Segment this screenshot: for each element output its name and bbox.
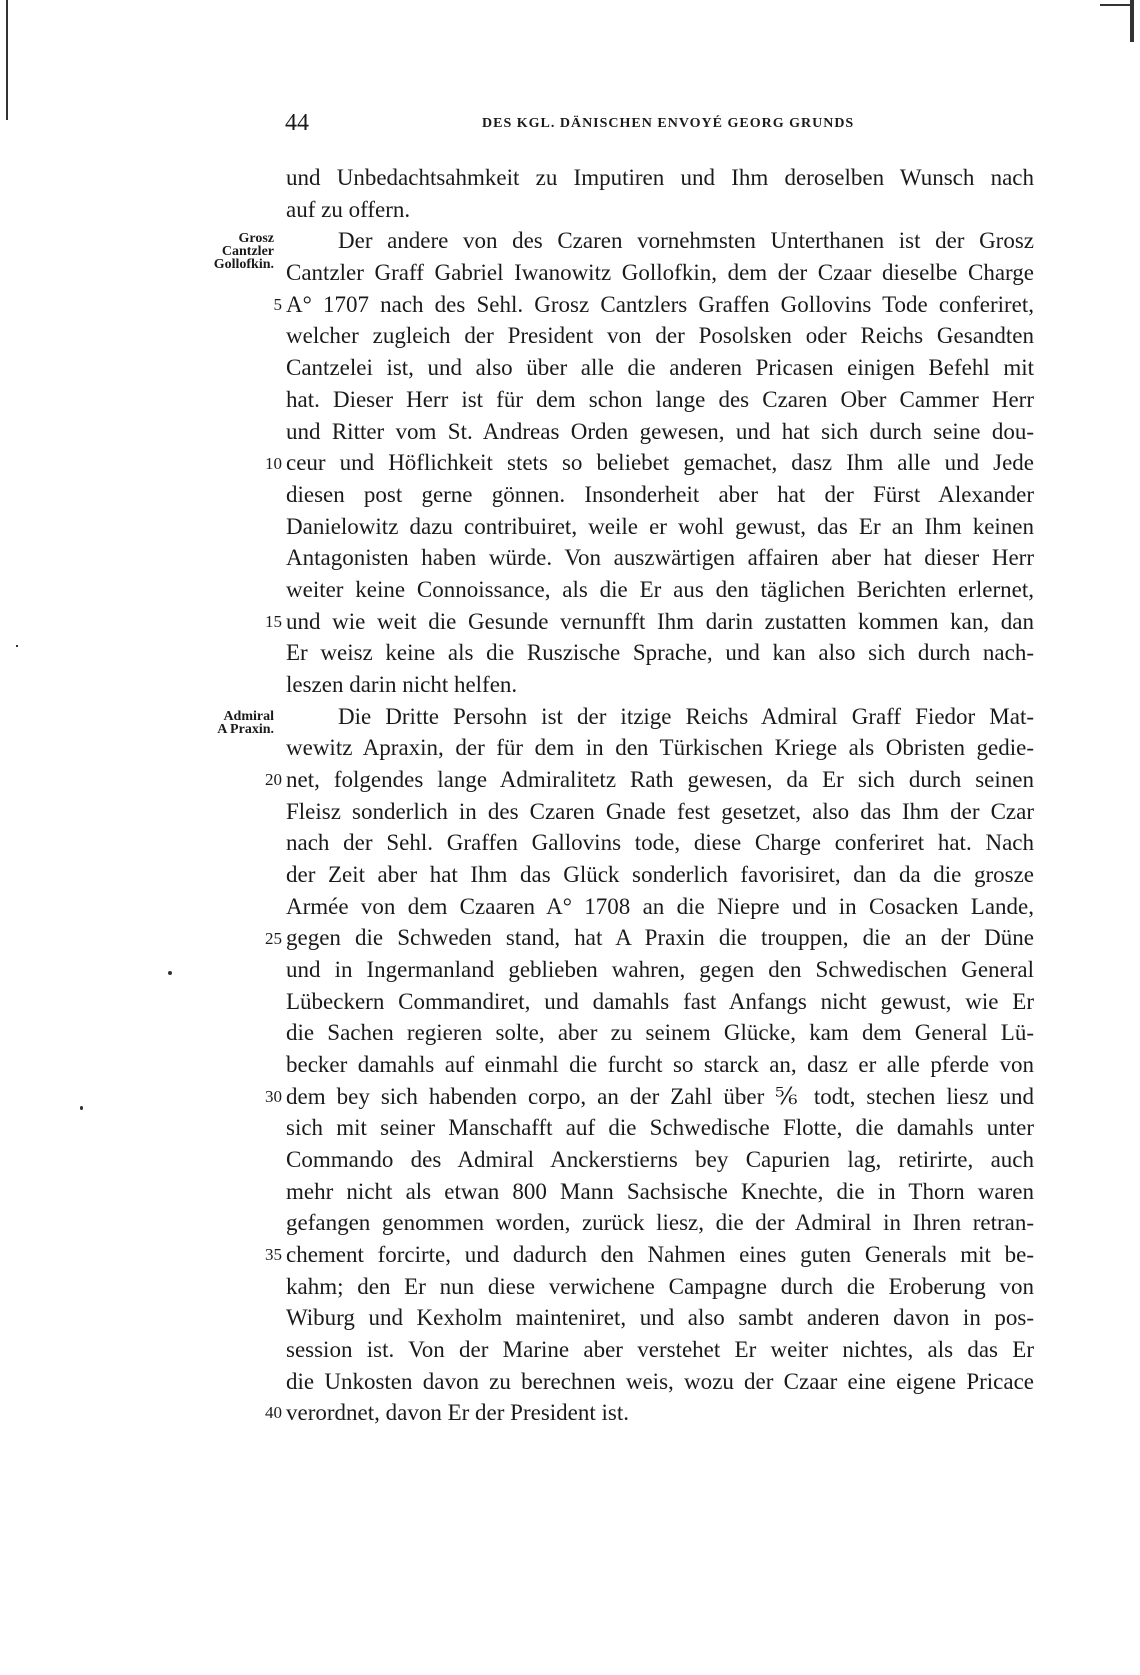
line-number: 40 (265, 1403, 282, 1422)
text-line: dem bey sich habenden corpo, an der Zahl über ⅚ todt, stechen liesz und (286, 1084, 1034, 1109)
margin-note-line: A Praxin. (217, 722, 274, 737)
margin-note-line: Grosz (238, 231, 274, 246)
text-line: gegen die Schweden stand, hat A Praxin die trouppen, die an der Düne (286, 925, 1034, 950)
text-line: nach der Sehl. Graffen Gallovins tode, diese Charge conferiret hat. Nach (286, 830, 1034, 855)
scan-speck (16, 645, 18, 647)
line-number: 20 (265, 770, 282, 789)
scan-edge-mark (1130, 0, 1134, 42)
running-head: DES KGL. DÄNISCHEN ENVOYÉ GEORG GRUNDS (482, 116, 855, 131)
text-line: mehr nicht als etwan 800 Mann Sachsische Knechte, die in Thorn waren (286, 1179, 1034, 1204)
text-line: chement forcirte, und dadurch den Nahmen eines guten Generals mit be- (286, 1242, 1034, 1267)
text-line: auf zu offern. (286, 197, 411, 222)
page-number: 44 (285, 110, 309, 136)
scan-speck (80, 1106, 83, 1110)
text-line: die Unkosten davon zu berechnen weis, wozu der Czaar eine eigene Pricace (286, 1369, 1034, 1394)
text-line: verordnet, davon Er der President ist. (286, 1400, 629, 1425)
text-line: die Sachen regieren solte, aber zu seinem Glücke, kam dem General Lü- (286, 1020, 1034, 1045)
margin-note-gollofkin (184, 232, 274, 271)
scan-edge-mark (6, 0, 8, 120)
margin-note-line: Cantzler (221, 244, 274, 259)
text-line: Der andere von des Czaren vornehmsten Unterthanen ist der Grosz (338, 228, 1034, 253)
text-line: und in Ingermanland geblieben wahren, gegen den Schwedischen General (286, 957, 1034, 982)
margin-note-line: Gollofkin. (213, 257, 274, 272)
text-line: Cantzelei ist, und also über alle die anderen Pricasen einigen Befehl mit (286, 355, 1034, 380)
text-line: gefangen genommen worden, zurück liesz, die der Admiral in Ihren retran- (286, 1210, 1034, 1235)
line-number: 5 (273, 295, 282, 314)
text-line: Cantzler Graff Gabriel Iwanowitz Gollofkin, dem der Czaar dieselbe Charge (286, 260, 1034, 285)
text-line: ceur und Höflichkeit stets so beliebet gemachet, dasz Ihm alle und Jede (286, 450, 1034, 475)
text-line: kahm; den Er nun diese verwichene Campagne durch die Eroberung von (286, 1274, 1034, 1299)
text-line: Wiburg und Kexholm mainteniret, und also sambt anderen davon in pos- (286, 1305, 1034, 1330)
text-line: Antagonisten haben würde. Von auszwärtigen affairen aber hat dieser Herr (286, 545, 1034, 570)
text-line: weiter keine Connoissance, als die Er aus den täglichen Berichten erlernet, (286, 577, 1034, 602)
text-line: Armée von dem Czaaren A° 1708 an die Niepre und in Cosacken Lande, (286, 894, 1034, 919)
scan-edge-mark (1100, 4, 1130, 6)
line-number: 15 (265, 612, 282, 631)
text-line: Lübeckern Commandiret, und damahls fast Anfangs nicht gewust, wie Er (286, 989, 1034, 1014)
text-line: hat. Dieser Herr ist für dem schon lange des Czaren Ober Cammer Herr (286, 387, 1034, 412)
text-line: Commando des Admiral Anckerstierns bey Capurien lag, retirirte, auch (286, 1147, 1034, 1172)
text-line: becker damahls auf einmahl die furcht so starck an, dasz er alle pferde von (286, 1052, 1034, 1077)
text-line: Er weisz keine als die Ruszische Sprache, und kan also sich durch nach- (286, 640, 1034, 665)
text-line: session ist. Von der Marine aber verstehet Er weiter nichtes, als das Er (286, 1337, 1034, 1362)
text-line: leszen darin nicht helfen. (286, 672, 518, 697)
text-line: und Ritter vom St. Andreas Orden gewesen, und hat sich durch seine dou- (286, 419, 1034, 444)
text-line: der Zeit aber hat Ihm das Glück sonderlich favorisiret, dan da die grosze (286, 862, 1034, 887)
line-number: 25 (265, 929, 282, 948)
text-line: Fleisz sonderlich in des Czaren Gnade fest gesetzet, also das Ihm der Czar (286, 799, 1034, 824)
line-number: 30 (265, 1087, 282, 1106)
text-line: Die Dritte Persohn ist der itzige Reichs Admiral Graff Fiedor Mat- (338, 704, 1034, 729)
text-line: sich mit seiner Manschafft auf die Schwedische Flotte, die damahls unter (286, 1115, 1034, 1140)
text-line: und Unbedachtsahmkeit zu Imputiren und Ihm deroselben Wunsch nach (286, 165, 1034, 190)
text-line: A° 1707 nach des Sehl. Grosz Cantzlers Graffen Gollovins Tode conferiret, (286, 292, 1034, 317)
text-line: und wie weit die Gesunde vernunfft Ihm darin zustatten kommen kan, dan (286, 609, 1034, 634)
margin-note-line: Admiral (223, 709, 274, 724)
text-line: net, folgendes lange Admiralitetz Rath gewesen, da Er sich durch seinen (286, 767, 1034, 792)
text-line: Danielowitz dazu contribuiret, weile er wohl gewust, das Er an Ihm keinen (286, 514, 1034, 539)
text-line: diesen post gerne gönnen. Insonderheit aber hat der Fürst Alexander (286, 482, 1034, 507)
margin-note-apraxin (184, 710, 274, 736)
line-number: 10 (265, 454, 282, 473)
line-number: 35 (265, 1245, 282, 1264)
scan-speck (168, 971, 172, 975)
text-line: wewitz Apraxin, der für dem in den Türkischen Kriege als Obristen gedie- (286, 735, 1034, 760)
text-line: welcher zugleich der President von der Posolsken oder Reichs Gesandten (286, 323, 1034, 348)
